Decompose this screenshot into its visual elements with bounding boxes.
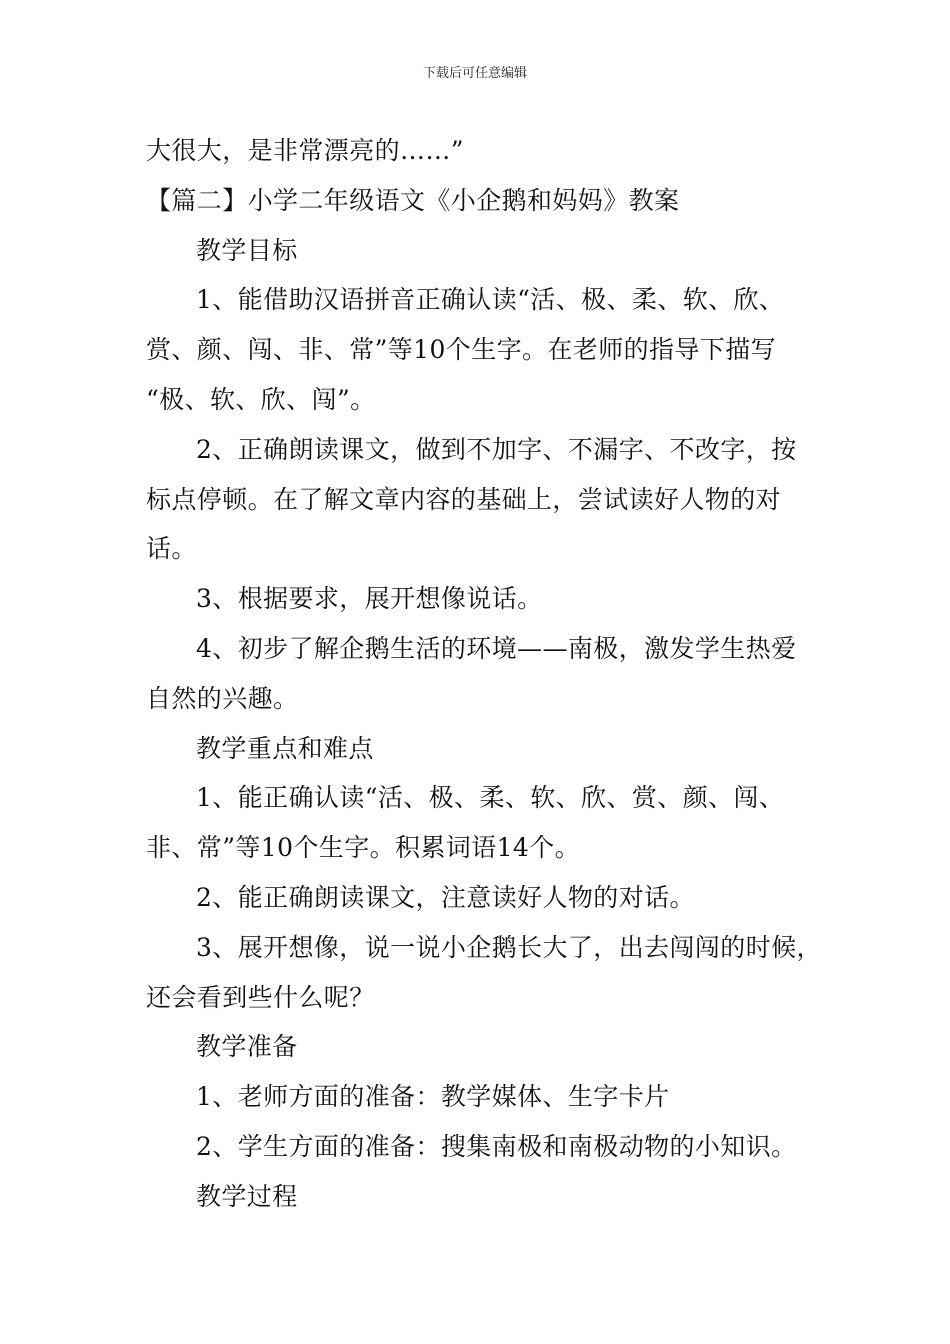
text-line: 2、正确朗读课文，做到不加字、不漏字、不改字，按: [196, 434, 797, 464]
text-line: 2、学生方面的准备：搜集南极和南极动物的小知识。: [196, 1131, 797, 1161]
text-line: 自然的兴趣。: [146, 683, 299, 713]
page-header: 下载后可任意编辑: [422, 66, 527, 81]
document-body: [146, 126, 836, 1222]
text-line: 标点停顿。在了解文章内容的基础上，尝试读好人物的对: [146, 484, 782, 514]
heading-preparation: 教学准备: [196, 1032, 298, 1062]
section-title: 【篇二】小学二年级语文《小企鹅和妈妈》教案: [146, 185, 680, 215]
text-line: 1、能正确认读“活、极、柔、软、欣、赏、颜、闯、: [196, 783, 785, 813]
text-line: “极、软、欣、闯”。: [146, 384, 376, 414]
text-line: 还会看到些什么呢？: [146, 982, 375, 1012]
text-line: 4、初步了解企鹅生活的环境——南极，激发学生热爱: [196, 633, 797, 663]
text-line: 话。: [146, 534, 197, 564]
heading-key-points: 教学重点和难点: [196, 733, 374, 763]
text-line: 赏、颜、闯、非、常”等10个生字。在老师的指导下描写: [146, 335, 776, 365]
text-line: 3、展开想像，说一说小企鹅长大了，出去闯闯的时候，: [196, 932, 822, 962]
text-line: 1、老师方面的准备：教学媒体、生字卡片: [196, 1082, 670, 1112]
heading-teaching-goals: 教学目标: [196, 235, 298, 265]
text-line: 大很大，是非常漂亮的……”: [146, 136, 464, 165]
heading-process: 教学过程: [196, 1181, 298, 1211]
text-line: 非、常”等10个生字。积累词语14个。: [146, 833, 581, 863]
text-line: 3、根据要求，展开想像说话。: [196, 584, 543, 614]
text-line: 2、能正确朗读课文，注意读好人物的对话。: [196, 882, 695, 912]
text-line: 1、能借助汉语拼音正确认读“活、极、柔、软、欣、: [196, 285, 785, 315]
